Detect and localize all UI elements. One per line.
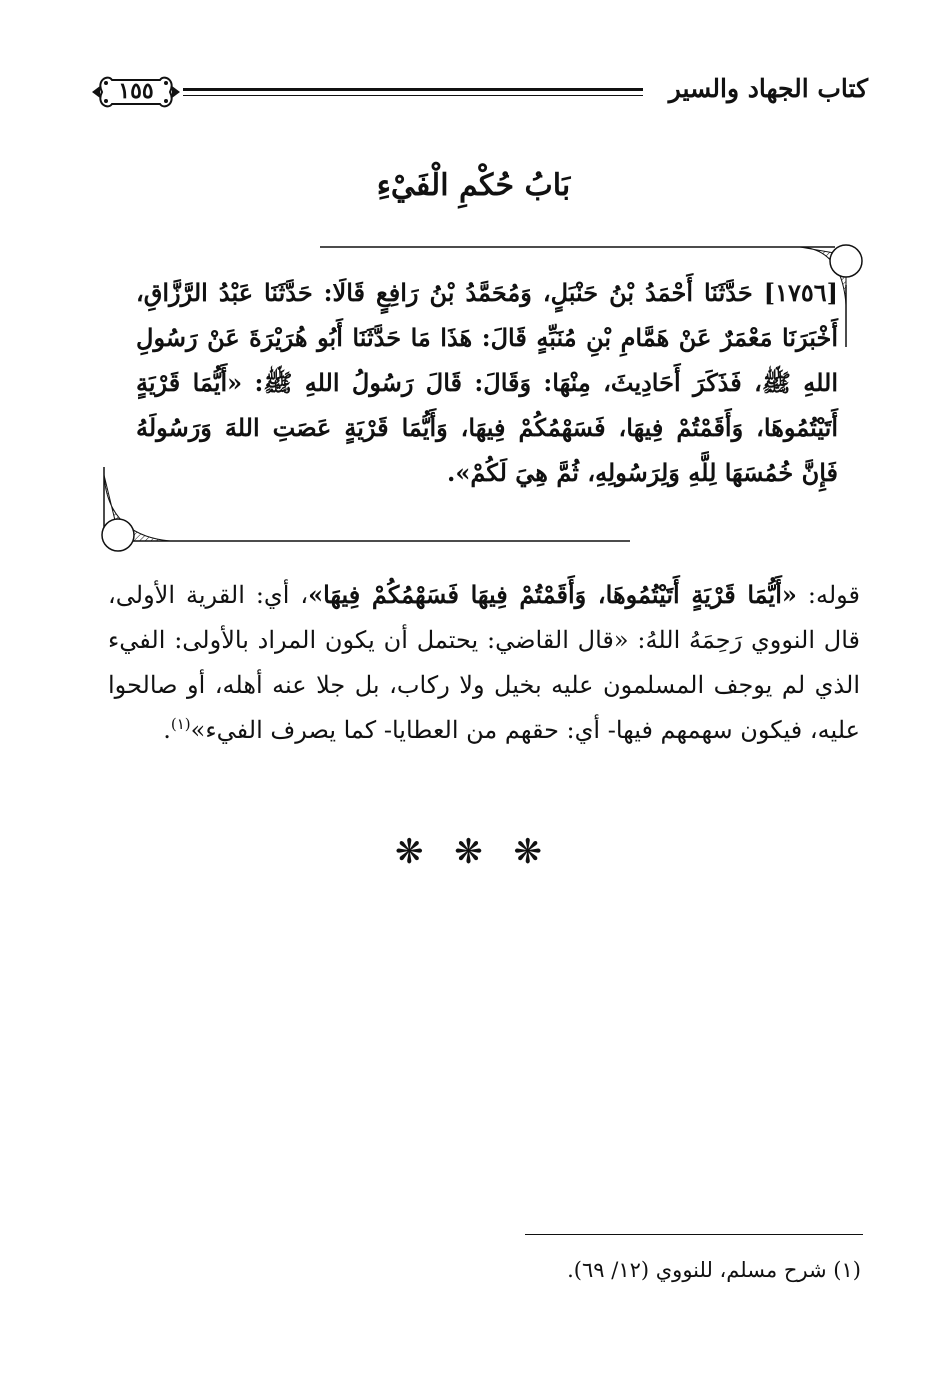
section-separator: ❋ ❋ ❋ xyxy=(394,832,553,872)
chapter-title: بَابُ حُكْمِ الْفَيْءِ xyxy=(376,168,571,203)
commentary-end: . xyxy=(163,716,171,744)
footnote-reference[interactable]: (١) xyxy=(170,715,191,733)
book-title: كتاب الجهاد والسير xyxy=(668,74,868,103)
footnote-1: (١) شرح مسلم، للنووي (١٢/ ٦٩). xyxy=(567,1258,861,1282)
commentary-paragraph xyxy=(108,572,860,753)
footnote-rule xyxy=(525,1234,863,1235)
hadith-text xyxy=(136,270,838,495)
commentary-quote: «أَيُّمَا قَرْيَةٍ أَتَيْتُمُوهَا، وَأَقَمْتُمْ فِيهَا فَسَهْمُكُمْ فِيهَا» xyxy=(308,580,797,609)
running-header xyxy=(88,66,868,118)
hadith-body: حَدَّثَنَا أَحْمَدُ بْنُ حَنْبَلٍ، وَمُحَمَّدُ بْنُ رَافِعٍ قَالَا: حَدَّثَنَا عَبْدُ الرَّزَّاقِ، أَخْبَرَنَا مَعْمَرٌ عَنْ هَمَّامِ بْنِ مُنَبِّهٍ قَالَ: هَذَا مَا حَدَّثَنَا أَبُو هُرَيْرَةَ عَنْ رَسُولِ اللهِ ﷺ، فَذَكَرَ أَحَادِيثَ، مِنْهَا: وَقَالَ: قَالَ رَسُولُ اللهِ ﷺ: «أَيُّمَا قَرْيَةٍ أَتَيْتُمُوهَا، وَأَقَمْتُمْ فِيهَا، فَسَهْمُكُمْ فِيهَا، وَأَيُّمَا قَرْيَةٍ عَصَتِ اللهَ وَرَسُولَهُ فَإِنَّ خُمُسَهَا لِلَّهِ وَلِرَسُولِهِ، ثُمَّ هِيَ لَكُمْ». xyxy=(136,278,838,487)
page-number: ١٥٥ xyxy=(118,78,154,104)
header-rule-thin xyxy=(183,95,643,96)
commentary-lead: قوله: xyxy=(807,581,860,609)
commentary-body: ، أي: القرية الأولى، قال النووي رَحِمَهُ اللهُ: «قال القاضي: يحتمل أن يكون المراد بالأولى: الفيء الذي لم يوجف المسلمون عليه بخيل ولا ركاب، بل جلا عنه أهله، أو صالحوا عليه، فيكون سهمهم فيها- أي: حقهم من العطايا- كما يصرف الفيء» xyxy=(108,581,860,744)
hadith-number: [١٧٥٦] xyxy=(763,278,839,307)
page-number-ornament xyxy=(88,70,184,114)
header-rule xyxy=(183,88,643,91)
